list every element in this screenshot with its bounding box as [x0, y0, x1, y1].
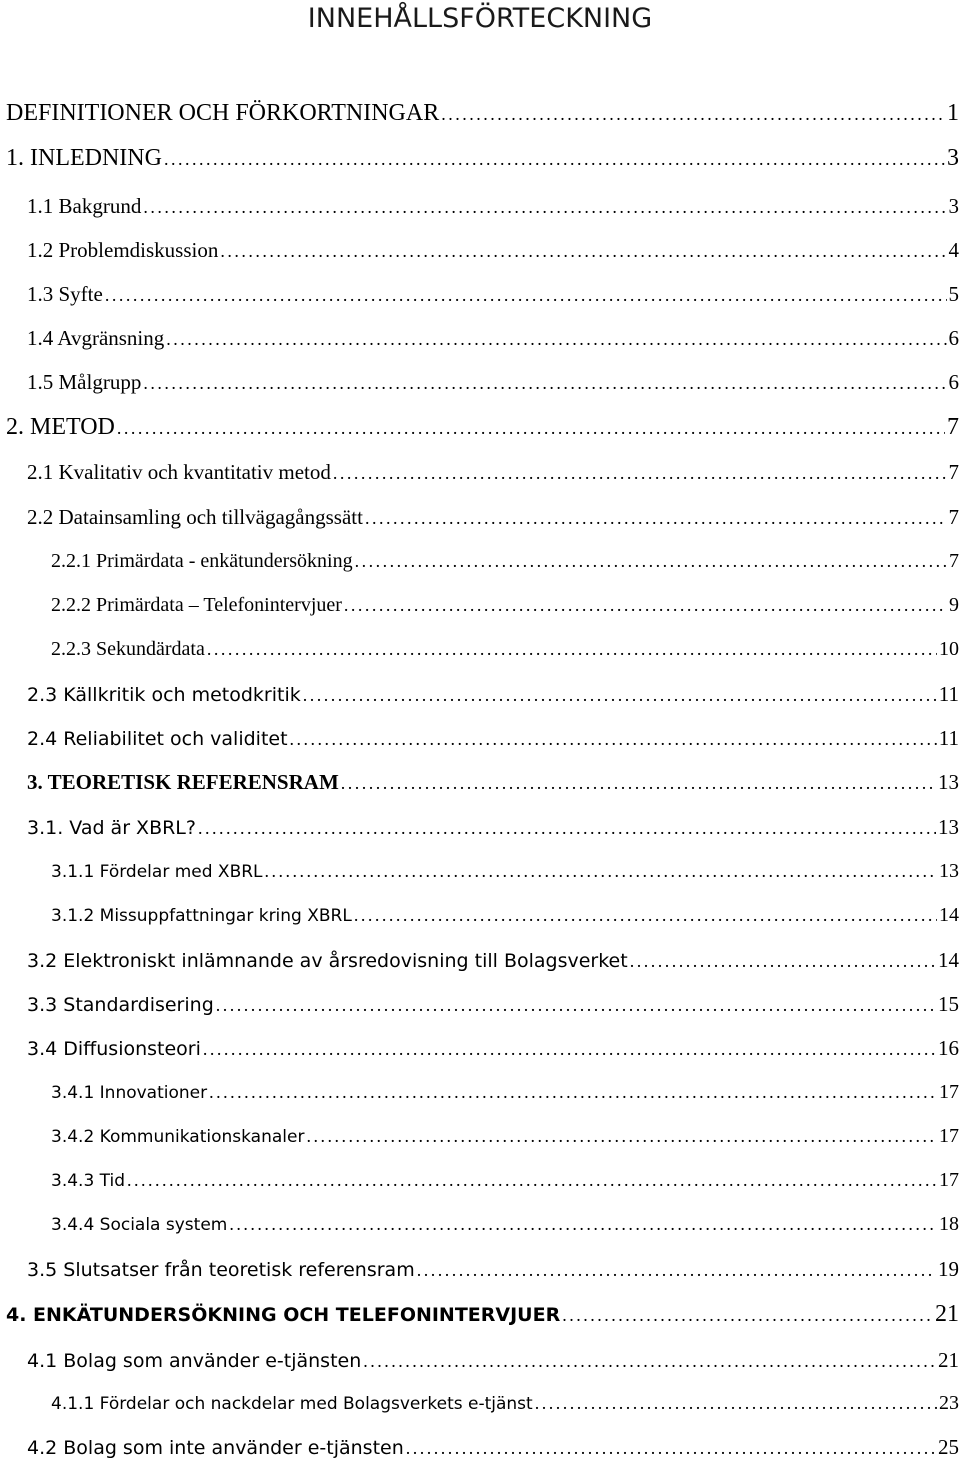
toc-entry-page: 7 [947, 414, 959, 440]
toc-entry-page: 3 [947, 145, 959, 171]
toc-entry[interactable] [27, 238, 959, 263]
toc-entry-page: 1 [947, 100, 959, 126]
toc-leader-dots [333, 463, 947, 484]
toc-entry-page: 15 [938, 992, 959, 1016]
toc-entry-label: 2.1 Kvalitativ och kvantitativ metod [27, 460, 331, 484]
toc-leader-dots [143, 373, 946, 394]
toc-entry[interactable] [27, 770, 959, 795]
toc-entry[interactable] [51, 550, 959, 573]
toc-entry-label: 1.1 Bakgrund [27, 194, 142, 218]
toc-leader-dots [344, 595, 947, 616]
toc-entry-label: 2.3 Källkritik och metodkritik [27, 684, 301, 706]
toc-entry-page: 7 [948, 505, 959, 529]
toc-entry-label: 4.2 Bolag som inte använder e-tjänsten [27, 1437, 404, 1459]
toc-entry[interactable] [6, 100, 959, 127]
toc-entry-page: 13 [939, 860, 959, 882]
toc-entry[interactable] [51, 1392, 959, 1415]
toc-leader-dots [406, 1438, 936, 1459]
toc-entry-page: 21 [935, 1301, 959, 1327]
toc-leader-dots [306, 1126, 937, 1147]
toc-entry-label: 3.2 Elektroniskt inlämnande av årsredovisning till Bolagsverket [27, 950, 628, 972]
toc-leader-dots [363, 1351, 936, 1372]
toc-entry-page: 4 [948, 238, 959, 262]
toc-entry-page: 14 [938, 948, 959, 972]
toc-entry[interactable] [51, 860, 959, 883]
toc-entry-label: 3.4.3 Tid [51, 1171, 126, 1191]
toc-entry[interactable] [6, 1301, 959, 1328]
toc-leader-dots [220, 241, 946, 262]
toc-leader-dots [198, 818, 936, 839]
toc-leader-dots [290, 729, 937, 750]
toc-leader-dots [441, 104, 945, 125]
toc-entry[interactable] [27, 992, 959, 1017]
toc-entry[interactable] [27, 1257, 959, 1282]
toc-entry-label: 2.2.3 Sekundärdata [51, 638, 205, 660]
toc-entry[interactable] [27, 815, 959, 840]
toc-entry-label: 2.2 Datainsamling och tillvägagångssätt [27, 505, 363, 529]
toc-entry-page: 9 [949, 594, 959, 616]
toc-entry-label: 3.1. Vad är XBRL? [27, 817, 196, 839]
toc-leader-dots [265, 861, 937, 882]
toc-leader-dots [105, 285, 947, 306]
toc-entry-label: 3.4 Diffusionsteori [27, 1038, 201, 1060]
toc-entry-label: 4. ENKÄTUNDERSÖKNING OCH TELEFONINTERVJUER [6, 1304, 561, 1326]
toc-entry-label: 3.5 Slutsatser från teoretisk referensram [27, 1259, 415, 1281]
toc-entry-label: 3.3 Standardisering [27, 994, 214, 1016]
toc-entry-page: 16 [938, 1036, 959, 1060]
toc-entry[interactable] [27, 370, 959, 395]
toc-entry-label: 2.2.1 Primärdata - enkätundersökning [51, 550, 353, 572]
toc-leader-dots [365, 508, 947, 529]
toc-entry[interactable] [27, 460, 959, 485]
toc-leader-dots [117, 418, 945, 439]
toc-entry-label: 3.1.1 Fördelar med XBRL [51, 862, 263, 882]
toc-entry[interactable] [51, 1169, 959, 1192]
toc-entry[interactable] [27, 1348, 959, 1373]
toc-leader-dots [303, 685, 937, 706]
toc-entry-label: 4.1 Bolag som använder e-tjänsten [27, 1350, 362, 1372]
toc-leader-dots [203, 1039, 936, 1060]
toc-entry-page: 14 [939, 904, 959, 926]
toc-entry-page: 13 [938, 770, 959, 794]
toc-entry[interactable] [51, 904, 959, 927]
toc-entry-page: 11 [938, 682, 959, 706]
toc-leader-dots [341, 773, 936, 794]
toc-leader-dots [355, 551, 947, 572]
toc-entry[interactable] [27, 282, 959, 307]
toc-entry-label: 4.1.1 Fördelar och nackdelar med Bolagsverkets e-tjänst [51, 1394, 533, 1414]
toc-entry-page: 5 [948, 282, 959, 306]
toc-leader-dots [164, 149, 945, 170]
toc-entry-label: 2. METOD [6, 414, 115, 440]
toc-leader-dots [207, 639, 937, 660]
toc-entry-label: 1.5 Målgrupp [27, 370, 142, 394]
toc-leader-dots [562, 1305, 933, 1326]
toc-entry-page: 19 [938, 1257, 959, 1281]
toc-entry-page: 3 [948, 194, 959, 218]
toc-entry[interactable] [51, 1213, 959, 1236]
toc-entry-page: 17 [939, 1169, 959, 1191]
toc-leader-dots [143, 197, 946, 218]
toc-entry[interactable] [51, 594, 959, 617]
toc-entry[interactable] [27, 948, 959, 973]
toc-entry-label: 1. INLEDNING [6, 145, 162, 171]
toc-entry-page: 7 [949, 550, 959, 572]
toc-entry[interactable] [51, 1081, 959, 1104]
toc-entry[interactable] [27, 682, 959, 707]
toc-entry-label: 3.4.1 Innovationer [51, 1083, 208, 1103]
toc-entry-label: 2.4 Reliabilitet och validitet [27, 728, 288, 750]
toc-leader-dots [209, 1082, 937, 1103]
toc-entry-page: 11 [938, 726, 959, 750]
toc-entry-page: 7 [948, 460, 959, 484]
toc-entry-page: 21 [938, 1348, 959, 1372]
toc-entry-label: DEFINITIONER OCH FÖRKORTNINGAR [6, 100, 440, 126]
page-title: INNEHÅLLSFÖRTECKNING [307, 3, 653, 34]
toc-entry-label: 1.4 Avgränsning [27, 326, 165, 350]
toc-entry[interactable] [27, 726, 959, 751]
toc-leader-dots [354, 905, 937, 926]
toc-entry[interactable] [51, 1125, 959, 1148]
toc-leader-dots [535, 1393, 937, 1414]
toc-leader-dots [216, 995, 936, 1016]
toc-entry-page: 6 [948, 326, 959, 350]
toc-entry[interactable] [51, 638, 959, 661]
toc-entry-page: 13 [938, 815, 959, 839]
toc-entry-page: 17 [939, 1125, 959, 1147]
toc-entry-page: 17 [939, 1081, 959, 1103]
toc-entry-label: 3.4.2 Kommunikationskanaler [51, 1127, 305, 1147]
toc-entry-label: 3. TEORETISK REFERENSRAM [27, 770, 339, 794]
toc-entry-page: 18 [939, 1213, 959, 1235]
toc-entry[interactable] [27, 1036, 959, 1061]
toc-entry-label: 3.1.2 Missuppfattningar kring XBRL [51, 906, 352, 926]
toc-entry[interactable] [27, 1435, 959, 1460]
toc-entry[interactable] [6, 414, 959, 441]
toc-entry-label: 2.2.2 Primärdata – Telefonintervjuer [51, 594, 342, 616]
toc-entry[interactable] [27, 194, 959, 219]
toc-leader-dots [166, 329, 946, 350]
toc-entry[interactable] [27, 505, 959, 530]
toc-leader-dots [127, 1170, 937, 1191]
toc-entry-page: 25 [938, 1435, 959, 1459]
toc-leader-dots [229, 1214, 937, 1235]
toc-entry-label: 1.2 Problemdiskussion [27, 238, 219, 262]
toc-entry-page: 10 [939, 638, 959, 660]
toc-entry[interactable] [27, 326, 959, 351]
toc-leader-dots [630, 951, 936, 972]
toc-entry-page: 6 [948, 370, 959, 394]
toc-entry[interactable] [6, 145, 959, 172]
toc-leader-dots [417, 1260, 936, 1281]
toc-entry-label: 3.4.4 Sociala system [51, 1215, 228, 1235]
toc-entry-page: 23 [939, 1392, 959, 1414]
toc-entry-label: 1.3 Syfte [27, 282, 103, 306]
